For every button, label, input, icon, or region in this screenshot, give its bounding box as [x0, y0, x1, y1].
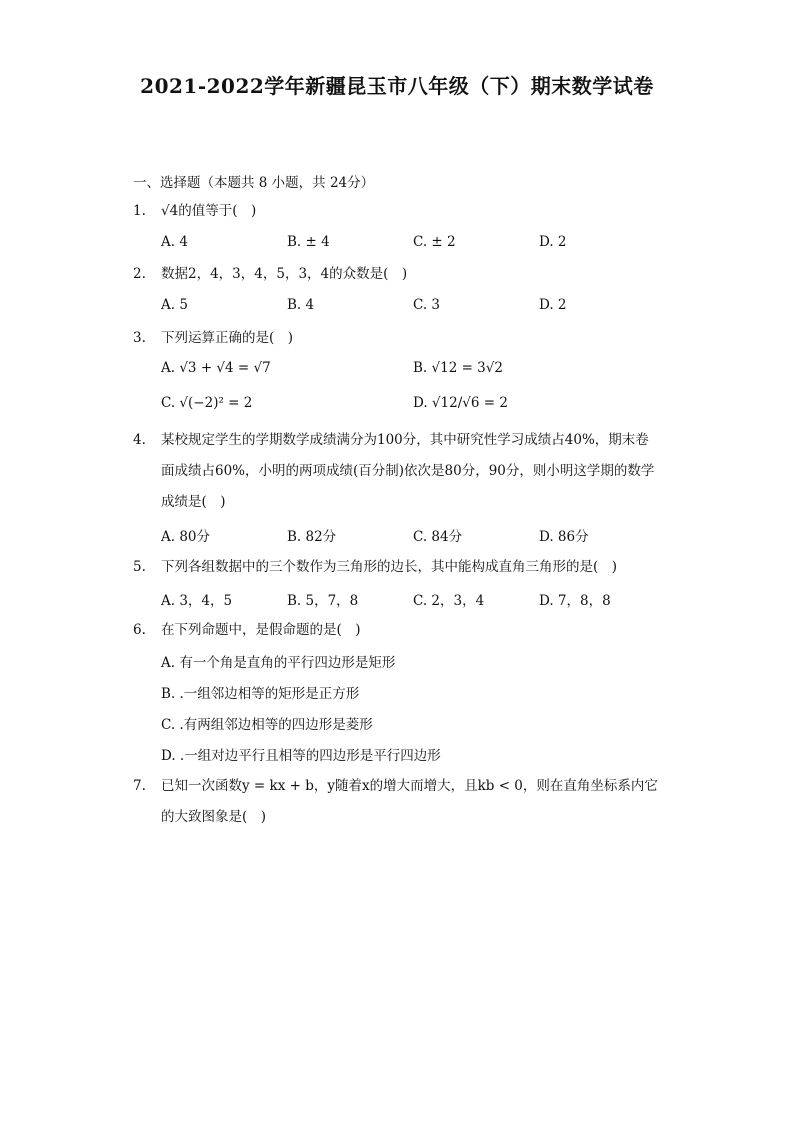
option-a: A. 4 [161, 234, 188, 250]
question-2 [0, 264, 794, 284]
option-b: B. ± 4 [287, 234, 330, 250]
question-text-line: 的大致图象是( ) [161, 809, 267, 825]
option-c: C. √(−2)² = 2 [161, 395, 253, 411]
question-number: 5. [133, 559, 146, 575]
option-a: A. √3 + √4 = √7 [161, 360, 271, 376]
option-c: C. 3 [413, 297, 441, 313]
question-1 [0, 201, 794, 221]
option-a: A. 5 [161, 297, 188, 313]
option-c: C. 2，3，4 [413, 593, 485, 609]
option-d: D. 2 [539, 234, 567, 250]
question-text: 下列运算正确的是( ) [161, 330, 294, 346]
question-text: √4的值等于( ) [161, 203, 257, 219]
page-title: 2021-2022学年新疆昆玉市八年级（下）期末数学试卷 [140, 74, 654, 98]
question-7 [0, 776, 794, 836]
option-b: B. 5，7，8 [287, 593, 359, 609]
option-d: D. 7，8，8 [539, 593, 611, 609]
question-6 [0, 620, 794, 640]
option-d: D. 86分 [539, 529, 589, 545]
option-c: C. .有两组邻边相等的四边形是菱形 [161, 717, 373, 733]
question-text-line: 面成绩占60%，小明的两项成绩(百分制)依次是80分，90分，则小明这学期的数学 [161, 463, 655, 479]
question-3 [0, 328, 794, 348]
option-b: B. 4 [287, 297, 315, 313]
question-4 [0, 430, 794, 520]
question-number: 2. [133, 266, 146, 282]
question-text: 下列各组数据中的三个数作为三角形的边长，其中能构成直角三角形的是( ) [161, 559, 618, 575]
question-number: 6. [133, 622, 146, 638]
option-b: B. 82分 [287, 529, 337, 545]
option-c: C. ± 2 [413, 234, 456, 250]
question-text-line: 成绩是( ) [161, 494, 226, 510]
question-text: 在下列命题中，是假命题的是( ) [161, 622, 361, 638]
option-b: B. .一组邻边相等的矩形是正方形 [161, 686, 360, 702]
option-d: D. 2 [539, 297, 567, 313]
question-text-line: 已知一次函数y = kx + b，y随着x的增大而增大，且kb < 0，则在直角坐标系内它 [161, 778, 658, 794]
question-number: 1. [133, 203, 146, 219]
option-c: C. 84分 [413, 529, 463, 545]
question-5 [0, 557, 794, 577]
section-heading: 一、选择题（本题共 8 小题，共 24分） [133, 175, 375, 191]
option-d: D. .一组对边平行且相等的四边形是平行四边形 [161, 748, 441, 764]
question-number: 3. [133, 330, 146, 346]
option-a: A. 有一个角是直角的平行四边形是矩形 [161, 655, 396, 671]
question-text-line: 某校规定学生的学期数学成绩满分为100分，其中研究性学习成绩占40%，期末卷 [161, 432, 649, 448]
question-number: 7. [133, 778, 146, 794]
option-d: D. √12/√6 = 2 [413, 395, 508, 411]
question-text: 数据2，4，3，4，5，3，4的众数是( ) [161, 266, 408, 282]
question-number: 4. [133, 432, 146, 448]
option-b: B. √12 = 3√2 [413, 360, 503, 376]
option-a: A. 3，4，5 [161, 593, 233, 609]
option-a: A. 80分 [161, 529, 211, 545]
